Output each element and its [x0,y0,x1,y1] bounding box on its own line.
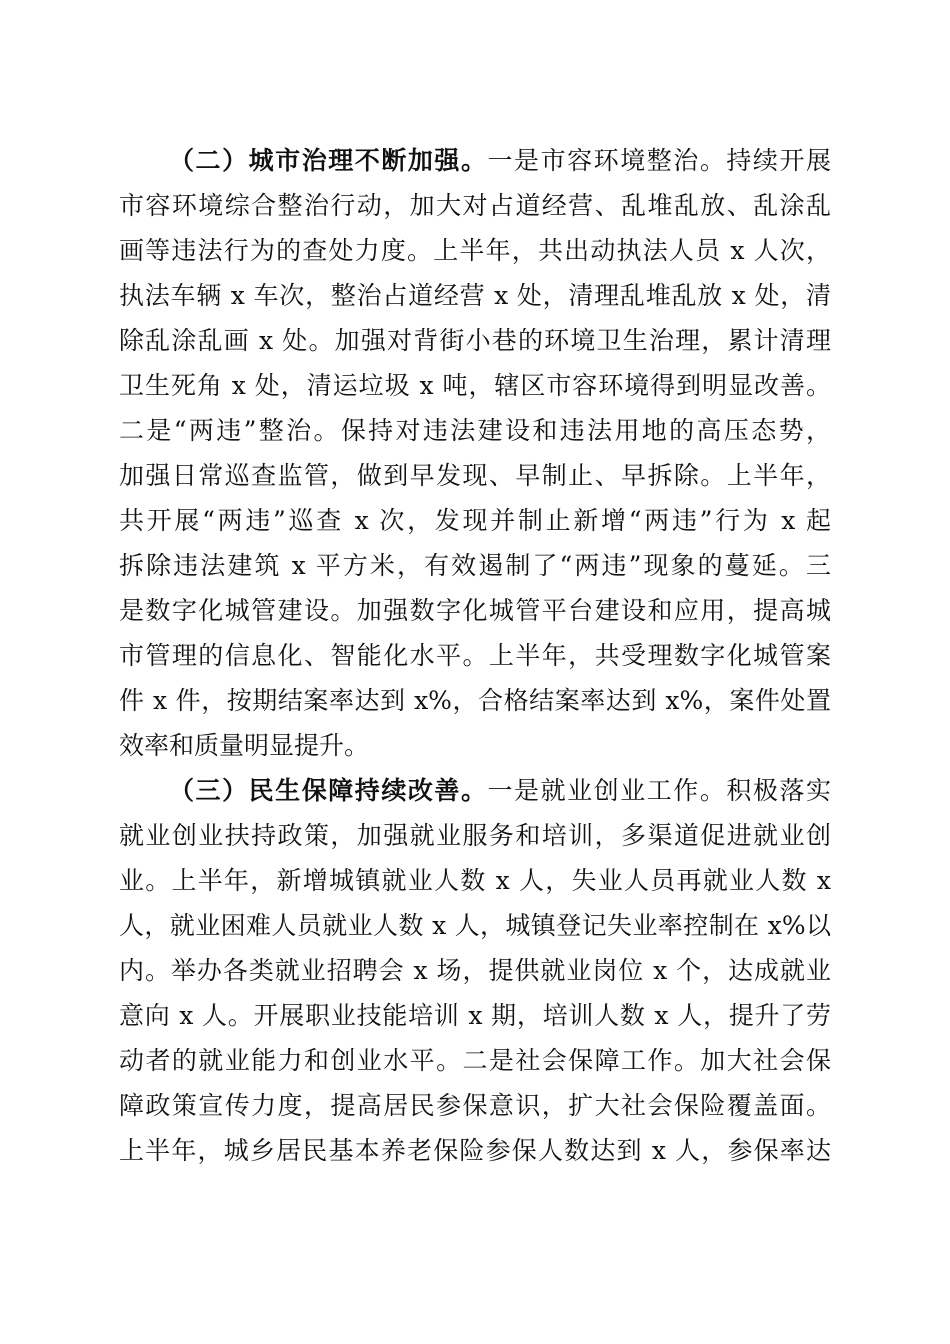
text-line: 拆除违法建筑 x 平方米，有效遏制了“两违”现象的蔓延。三 [119,551,831,580]
text-segment: 一是市容环境整治。持续开展 [487,146,831,175]
section-heading: （三）民生保障持续改善。 [169,776,488,805]
text-segment: 一是就业创业工作。积极落实 [487,776,831,805]
text-line: 卫生死角 x 处，清运垃圾 x 吨，辖区市容环境得到明显改善。 [119,371,831,400]
text-line [119,138,831,183]
section-heading: （二）城市治理不断加强。 [169,146,488,175]
text-line: 是数字化城管建设。加强数字化城管平台建设和应用，提高城 [119,596,831,625]
text-line: 效率和质量明显提升。 [119,731,370,760]
text-line: 件 x 件，按期结案率达到 x%，合格结案率达到 x%，案件处置 [119,686,831,715]
paragraph-urban-governance [119,138,831,768]
text-line: 上半年，城乡居民基本养老保险参保人数达到 x 人，参保率达 [119,1136,831,1165]
text-line: 市管理的信息化、智能化水平。上半年，共受理数字化城管案 [119,641,831,670]
document-body [119,138,831,1173]
text-line [119,768,831,813]
text-line: 执法车辆 x 车次，整治占道经营 x 处，清理乱堆乱放 x 处，清 [119,281,831,310]
paragraph-livelihood [119,768,831,1173]
text-line: 障政策宣传力度，提高居民参保意识，扩大社会保险覆盖面。 [119,1091,831,1120]
text-line: 除乱涂乱画 x 处。加强对背街小巷的环境卫生治理，累计清理 [119,326,831,355]
text-line: 内。举办各类就业招聘会 x 场，提供就业岗位 x 个，达成就业 [119,956,831,985]
text-line: 动者的就业能力和创业水平。二是社会保障工作。加大社会保 [119,1046,831,1075]
text-line: 画等违法行为的查处力度。上半年，共出动执法人员 x 人次， [119,236,831,265]
text-line: 人，就业困难人员就业人数 x 人，城镇登记失业率控制在 x%以 [119,911,831,940]
text-line: 意向 x 人。开展职业技能培训 x 期，培训人数 x 人，提升了劳 [119,1001,831,1030]
text-line: 市容环境综合整治行动，加大对占道经营、乱堆乱放、乱涂乱 [119,191,831,220]
text-line: 二是“两违”整治。保持对违法建设和违法用地的高压态势， [119,416,831,445]
text-line: 就业创业扶持政策，加强就业服务和培训，多渠道促进就业创 [119,821,831,850]
text-line: 业。上半年，新增城镇就业人数 x 人，失业人员再就业人数 x [119,866,831,895]
text-line: 加强日常巡查监管，做到早发现、早制止、早拆除。上半年， [119,461,831,490]
text-line: 共开展“两违”巡查 x 次，发现并制止新增“两违”行为 x 起 [119,506,831,535]
